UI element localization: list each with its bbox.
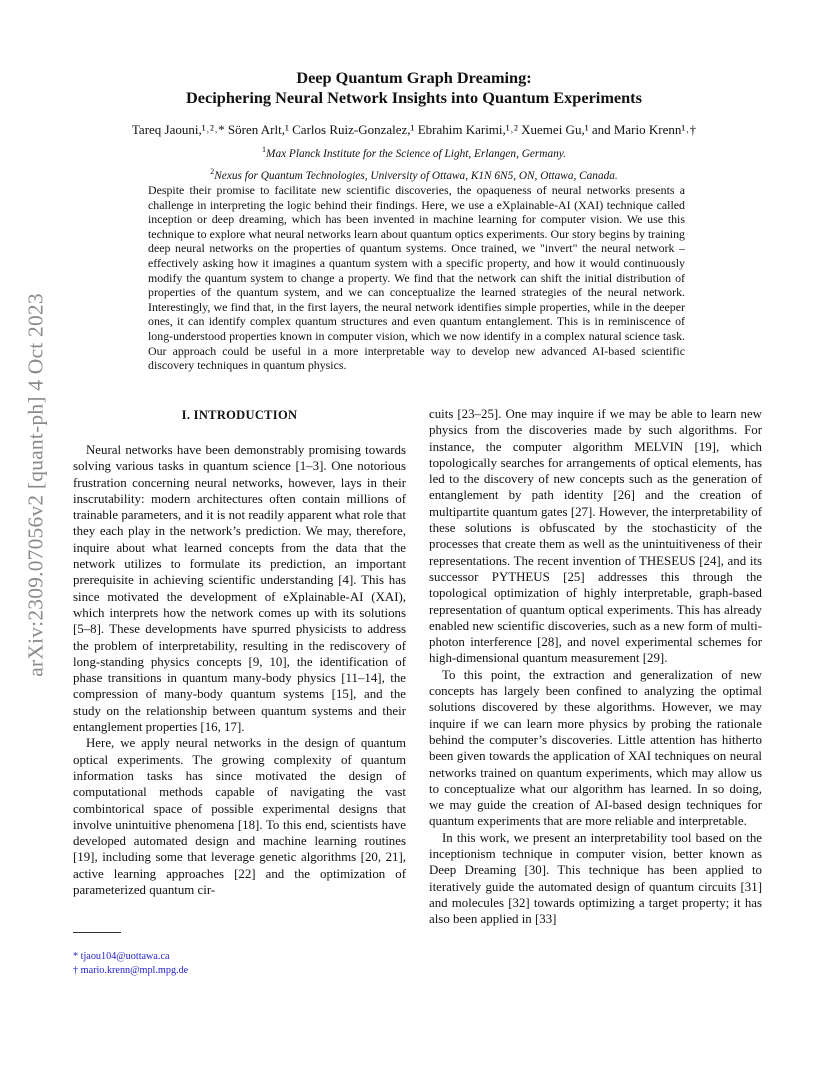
title-line-2: Deciphering Neural Network Insights into Quantum Experiments — [186, 88, 642, 107]
author-list: Tareq Jaouni,¹˒²˒* Sören Arlt,¹ Carlos Ruiz-Gonzalez,¹ Ebrahim Karimi,¹˒² Xuemei Gu,¹ and Mario Krenn¹˒† — [131, 122, 697, 137]
arxiv-stamp-text: arXiv:2309.07056v2 [quant-ph] 4 Oct 2023 — [23, 293, 48, 677]
footnote-email-2[interactable]: † mario.krenn@mpl.mpg.de — [73, 964, 189, 976]
right-column — [429, 406, 762, 928]
paper-title — [0, 68, 828, 108]
abstract: Despite their promise to facilitate new scientific discoveries, the opaqueness of neural networks presents a challenge in interpreting the logic behind their findings. Here, we use a eXplainable-AI (XAI) technique called inception or deep dreaming, which has been invented in machine learning for computer vision. We use this technique to explore what neural networks learn about quantum optics experiments. Our story begins by training deep neural networks on the properties of quantum systems. Once trained, we "invert" the neural network – effectively asking how it imagines a quantum system with a specific property, and how it would continuously modify the quantum system to change a property. We find that the network can shift the initial distribution of properties of the quantum system, and we can conceptualize the learned strategies of the neural network. Interestingly, we find that, in the first layers, the neural network identifies simple properties, while in the deeper ones, it can identify complex quantum structures and even quantum entanglement. This is in reminiscence of long-understood properties known in computer vision, which we now identify in a complex natural science task. Our approach could be useful in a more interpretable way to develop new advanced AI-based scientific discovery techniques in quantum physics. — [148, 183, 685, 373]
affiliation-2: $^2$Nexus for Quantum Technologies, University of Ottawa, K1N 6N5, ON, Ottawa, Canada. — [210, 167, 618, 182]
arxiv-identifier-stamp — [18, 285, 54, 685]
title-line-1: Deep Quantum Graph Dreaming: — [296, 68, 532, 87]
affiliation-1: $^1$Max Planck Institute for the Science of Light, Erlangen, Germany. — [262, 145, 566, 160]
footnote-email-1[interactable]: * tjaou104@uottawa.ca — [73, 951, 170, 962]
footnotes — [73, 950, 188, 977]
footnote-divider — [73, 932, 121, 933]
paragraph: In this work, we present an interpretability tool based on the inceptionism technique in computer vision, better known as Deep Dreaming [30]. This technique has been applied to iteratively guide the automated design of quantum circuits [31] and molecules [32] towards optimizing a target property; it has also been applied in [33] — [429, 830, 762, 927]
paragraph: Here, we apply neural networks in the design of quantum optical experiments. The growing complexity of quantum information tasks has since motivated the design of computational methods capable of navigating the vast combintorical space of possible experimental designs that involve unintuitive phenomena [18]. To this end, scientists have developed automated design and machine learning routines [19], including some that leverage genetic algorithms [20, 21], active learning approaches [22] and the optimization of parameterized quantum cir- — [73, 736, 406, 898]
paragraph: To this point, the extraction and generalization of new concepts has largely been confined to analyzing the optimal solutions discovered by these algorithms. However, we may inquire if we can learn more physics by probing the rationale behind the computer’s discoveries. Little attention has hitherto been given towards the application of XAI techniques on neural networks trained on quantum experiments, which may allow us to conceptualize what our algorithm has learned. In so doing, we may guide the creation of AI-based design techniques for quantum experiments that are more reliable and interpretable. — [429, 667, 762, 829]
affiliations — [0, 141, 828, 185]
section-heading-introduction: I. INTRODUCTION — [181, 408, 298, 422]
paragraph: cuits [23–25]. One may inquire if we may be able to learn new physics from the discoveries made by such algorithms. For instance, the computer algorithm MELVIN [19], which topologically searches for arrangements of optical elements, has led to the discovery of new concepts such as the generation of entanglement by path identity [26] and the creation of multipartite quantum gates [27]. However, the interpretability of these solutions is obfuscated by the stochasticity of the processes that create them as well as the unintuitiveness of their representations. The recent invention of THESEUS [24], and its successor PYTHEUS [25] addresses this through the topological optimization of highly interpretable, graph-based representation of quantum optical experiments. This has already enabled new scientific discoveries, such as a new form of multi-photon interference [28], and novel experimental schemes for high-dimensional quantum measurement [29]. — [429, 407, 762, 666]
paragraph: Neural networks have been demonstrably promising towards solving various tasks in quantum science [1–3]. One notorious frustration concerning neural networks, however, lays in their inscrutability: modern architectures often contain millions of trainable parameters, and it is not readily apparent what role that they each play in the network’s prediction. We may, therefore, inquire about what learned concepts from the data that the network utilizes to formulate its prediction, an important prerequisite in achieving scientific understanding [4]. This has since motivated the development of eXplainable-AI (XAI), which interprets how the network comes up with its solutions [5–8]. These developments have spurred physicists to address the problem of interpretability, resulting in the rediscovery of long-standing physics concepts [9, 10], the identification of phase transitions in quantum many-body physics [11–14], the compression of many-body quantum systems [15], and the study on the relationship between quantum systems and their entanglement properties [16, 17]. — [73, 443, 406, 735]
left-column — [73, 442, 406, 898]
